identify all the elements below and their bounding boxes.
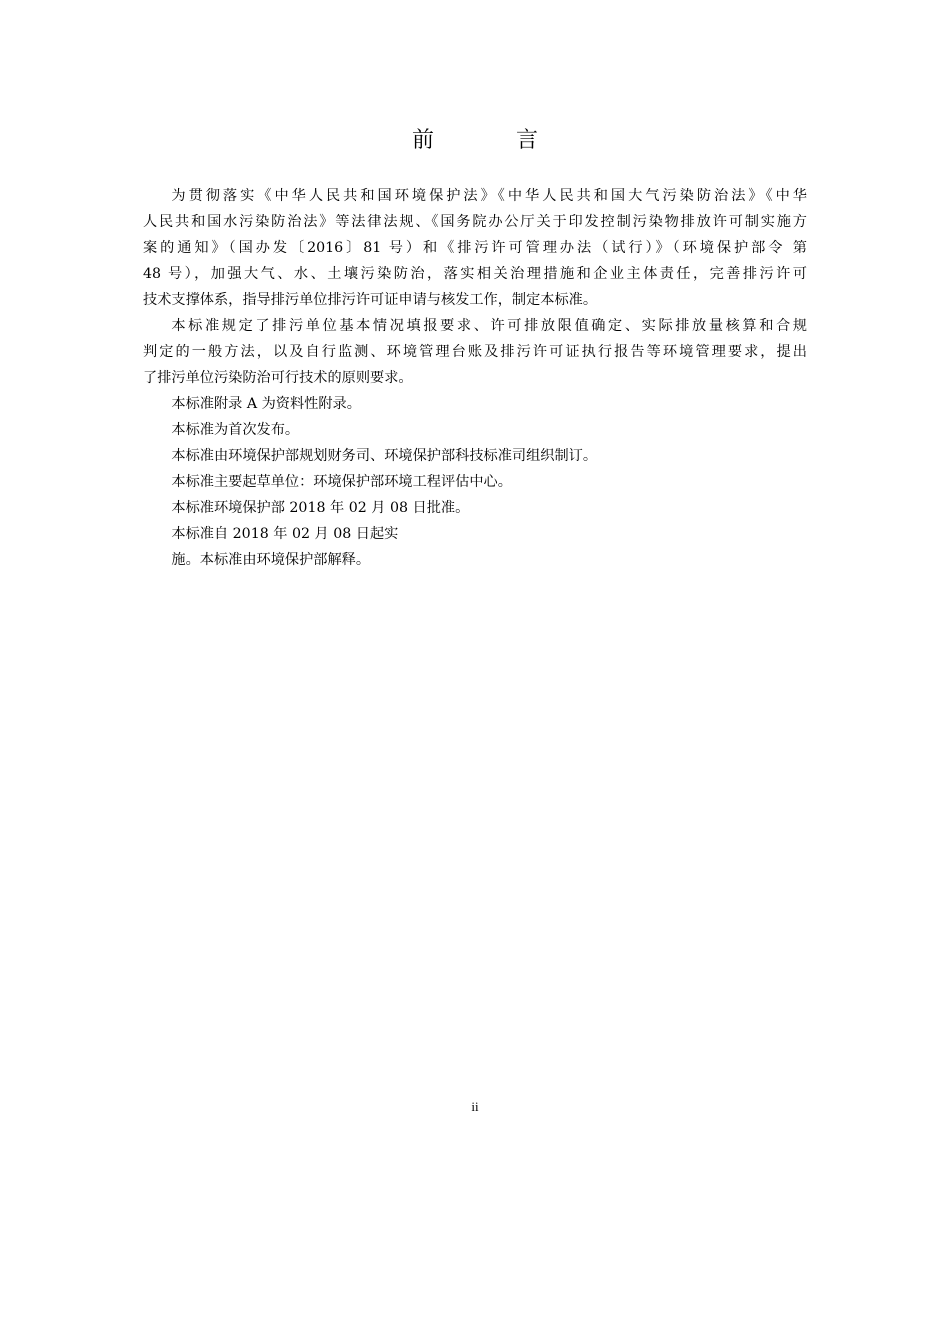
- paragraph-purpose: [143, 183, 807, 313]
- statement-interpretation: 施。本标准由环境保护部解释。: [171, 552, 371, 568]
- text-line: 人民共和国水污染防治法》等法律法规、《国务院办公厅关于印发控制污染物排放许可制实施方: [143, 214, 807, 230]
- statement-approval: 本标准环境保护部 2018 年 02 月 08 日批准。: [171, 500, 470, 516]
- text-line: 为贯彻落实《中华人民共和国环境保护法》《中华人民共和国大气污染防治法》《中华: [171, 188, 807, 204]
- page-title: 前 言: [411, 128, 568, 153]
- text-line: 本标准规定了排污单位基本情况填报要求、许可排放限值确定、实际排放量核算和合规: [171, 318, 807, 334]
- statement-first-release: 本标准为首次发布。: [171, 422, 300, 438]
- text-line: 48 号），加强大气、水、土壤污染防治，落实相关治理措施和企业主体责任，完善排污许可: [143, 266, 807, 282]
- text-line: 判定的一般方法，以及自行监测、环境管理台账及排污许可证执行报告等环境管理要求，提出: [143, 344, 807, 360]
- text-line: 案的通知》（国办发〔2016〕81 号）和《排污许可管理办法（试行）》（环境保护部令 第: [143, 240, 807, 256]
- text-line: 技术支撑体系，指导排污单位排污许可证申请与核发工作，制定本标准。: [143, 292, 598, 308]
- statement-drafter: 本标准主要起草单位：环境保护部环境工程评估中心。: [171, 474, 512, 490]
- paragraph-scope: [143, 313, 807, 391]
- foreword-body: [143, 183, 807, 573]
- page-number: ii: [471, 1099, 479, 1114]
- statement-organizer: 本标准由环境保护部规划财务司、环境保护部科技标准司组织制订。: [171, 448, 598, 464]
- statement-effective: 本标准自 2018 年 02 月 08 日起实: [171, 526, 399, 542]
- statement-appendix: 本标准附录 A 为资料性附录。: [171, 396, 361, 412]
- text-line: 了排污单位污染防治可行技术的原则要求。: [143, 370, 413, 386]
